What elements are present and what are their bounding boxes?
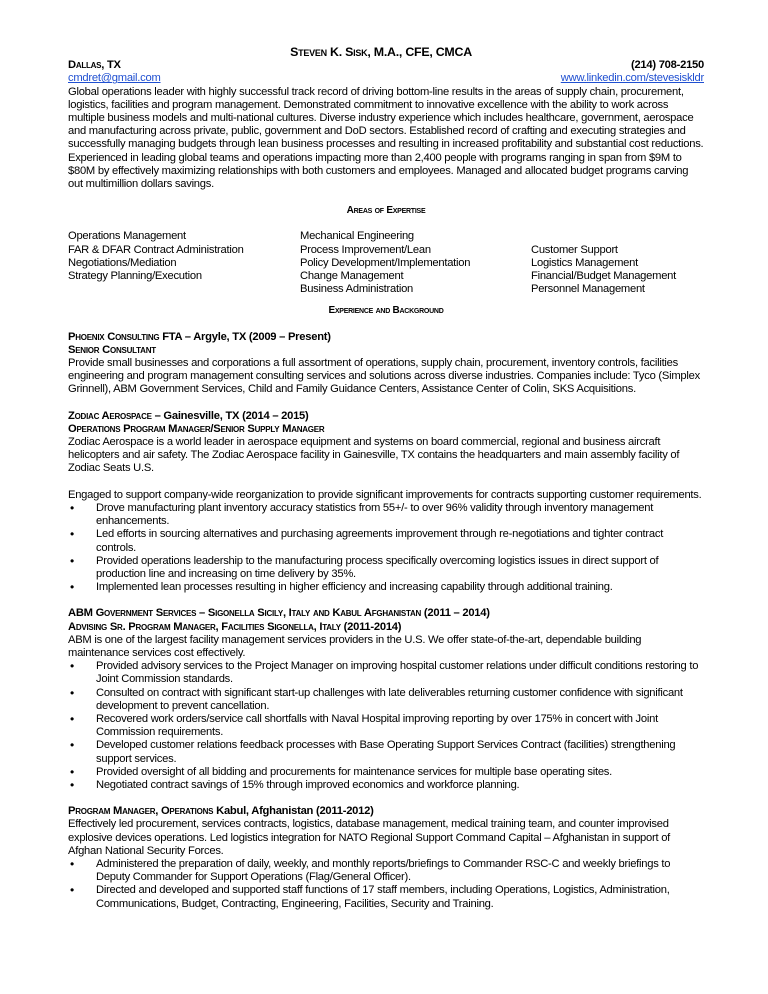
bullet-item: • Implemented lean processes resulting in higher efficiency and increasing capability through additional training. — [68, 581, 704, 594]
job-entry — [68, 331, 704, 397]
expertise-list — [68, 230, 704, 296]
job-bullets — [68, 502, 704, 594]
summary-paragraph: Global operations leader with highly successful track record of driving bottom-line results in the areas of supply chain, procurement, logistics, facilities and program management. Demonstrated commitment to innovative excellence with the ability to work across multiple business models and multi-national cultures. Diverse industry experience which includes healthcare, government, aerospace and manufacturing across private, public, government and DoD sectors. Established record of crafting and executing strategies and successfully managing budgets through lean business processes and resulting in increased profitability and substantial cost reductions. Experienced in leading global teams and operations impacting more than 2,400 people with programs ranging in span from $9M to $80M by effectively maximizing relationships with both customers and employees. Managed and allocated budget programs carving out multimillion dollars savings. — [68, 85, 704, 191]
job-intro: Engaged to support company-wide reorganization to provide significant improvements for contracts supporting customer requirements. — [68, 488, 702, 501]
expertise-column-3 — [531, 230, 676, 296]
job-header — [68, 607, 704, 620]
job-bullets — [68, 858, 704, 911]
company-name: ABM Government Services – Sigonella Sicily, Italy and Kabul Afghanistan — [68, 607, 422, 620]
website-link[interactable]: www.linkedin.com/stevesiskldr — [560, 72, 704, 85]
job-title: Operations Program Manager/Senior Supply Manager — [68, 422, 325, 435]
job-location: – Gainesville, TX (2014 – 2015) — [154, 409, 309, 422]
job-entry — [68, 410, 704, 595]
bullet-item: • Provided advisory services to the Project Manager on improving hospital customer relations under difficult conditions restoring to Joint Commission standards. — [68, 660, 704, 686]
bullet-item: • Provided oversight of all bidding and procurements for maintenance services for multiple base operating sites. — [68, 766, 704, 779]
expertise-item: Strategy Planning/Execution — [68, 270, 202, 283]
job-location: (2011 – 2014) — [423, 607, 490, 620]
expertise-item: Process Improvement/Lean — [300, 243, 431, 256]
job-description: Zodiac Aerospace is a world leader in aerospace equipment and systems on board commercial, regional and business aircraft helicopters and air safety. The Zodiac Aerospace facility in Gainesville, TX contains the headquarters and main assembly facility of Zodiac Seats U.S. — [68, 436, 680, 475]
expertise-item: Change Management — [300, 270, 404, 283]
bullet-item: • Developed customer relations feedback processes with Base Operating Support Services Contract (facilities) strengthening support services. — [68, 739, 704, 765]
expertise-item: Mechanical Engineering — [300, 230, 414, 243]
bullet-item: • Led efforts in sourcing alternatives and purchasing agreements improvement through re-negotiations and tighter contract controls. — [68, 528, 704, 554]
job-title-years: (2011-2014) — [343, 620, 402, 633]
email-link[interactable]: cmdret@gmail.com — [68, 72, 161, 85]
expertise-item: Business Administration — [300, 283, 414, 296]
job-location: Kabul, Afghanistan (2011-2012) — [216, 805, 374, 818]
expertise-item: Logistics Management — [531, 256, 638, 269]
expertise-item: Customer Support — [531, 243, 618, 256]
bullet-item: • Negotiated contract savings of 15% through improved economics and workforce planning. — [68, 779, 704, 792]
expertise-heading: Areas of Expertise — [346, 205, 426, 217]
expertise-item: Financial/Budget Management — [531, 270, 676, 283]
bullet-item: • Directed and developed and supported staff functions of 17 staff members, including Operations, Logistics, Administration, Communications, Budget, Contracting, Engineering, Facilities, Security and Training. — [68, 884, 704, 910]
job-entry — [68, 805, 704, 911]
bullet-item: • Drove manufacturing plant inventory accuracy statistics from 55+/- to over 96% validity through inventory management enhancements. — [68, 502, 704, 528]
candidate-name: Steven K. Sisk, M.A., CFE, CMCA — [290, 45, 472, 59]
job-header — [68, 410, 704, 423]
job-description: ABM is one of the largest facility management services providers in the U.S. We offer state-of-the-art, dependable building maintenance services cost effectively. — [68, 633, 642, 659]
expertise-item: Personnel Management — [531, 283, 645, 296]
bullet-item: • Administered the preparation of daily, weekly, and monthly reports/briefings to Commander RSC-C and weekly briefings to Deputy Commander for Support Operations (Flag/General Officer). — [68, 858, 704, 884]
contact-row-1 — [68, 59, 704, 72]
job-location: FTA – Argyle, TX (2009 – Present) — [162, 330, 331, 343]
expertise-item: Negotiations/Mediation — [68, 256, 177, 269]
job-title-row — [68, 621, 704, 634]
job-title: Advising Sr. Program Manager, Facilities Sigonella, Italy — [68, 620, 341, 633]
company-name: Phoenix Consulting — [68, 330, 160, 343]
experience-heading: Experience and Background — [328, 305, 444, 317]
company-name: Program Manager, Operations — [68, 805, 214, 818]
bullet-item: • Consulted on contract with significant start-up challenges with late deliverables returning customer confidence with significant development to prevent cancellation. — [68, 687, 704, 713]
bullet-item: • Provided operations leadership to the manufacturing process specifically overcoming logistics issues in direct support of production line and increasing on time delivery by 35%. — [68, 555, 704, 581]
location: Dallas, TX — [68, 59, 121, 72]
expertise-column-2 — [300, 230, 531, 296]
expertise-item: Operations Management — [68, 230, 186, 243]
job-entry — [68, 607, 704, 792]
job-header — [68, 805, 704, 818]
resume-content — [68, 46, 704, 911]
phone: (214) 708-2150 — [630, 59, 704, 72]
job-header — [68, 331, 704, 344]
expertise-item: Policy Development/Implementation — [300, 256, 471, 269]
job-description: Effectively led procurement, services contracts, logistics, database management, medical training team, and counter improvised explosive devices operations. Led logistics integration for NATO Regional Support Command Capital – Afghanistan in support of Afghan National Security Forces. — [68, 818, 671, 857]
job-title: Senior Consultant — [68, 343, 156, 356]
company-name: Zodiac Aerospace — [68, 409, 152, 422]
expertise-item: FAR & DFAR Contract Administration — [68, 243, 244, 256]
expertise-column-1 — [68, 230, 300, 296]
job-description: Provide small businesses and corporations a full assortment of operations, supply chain, procurement, inventory controls, facilities engineering and program management consulting services and solutions across diverse industries. Companies include: Tyco (Simplex Grinnell), ABM Government Services, Child and Family Guidance Centers, Assistance Center of Colin, SKS Acquisitions. — [68, 357, 700, 396]
job-bullets — [68, 660, 704, 792]
bullet-item: • Recovered work orders/service call shortfalls with Naval Hospital improving reporting by over 175% in concert with Joint Commission requirements. — [68, 713, 704, 739]
contact-row-2 — [68, 72, 704, 85]
